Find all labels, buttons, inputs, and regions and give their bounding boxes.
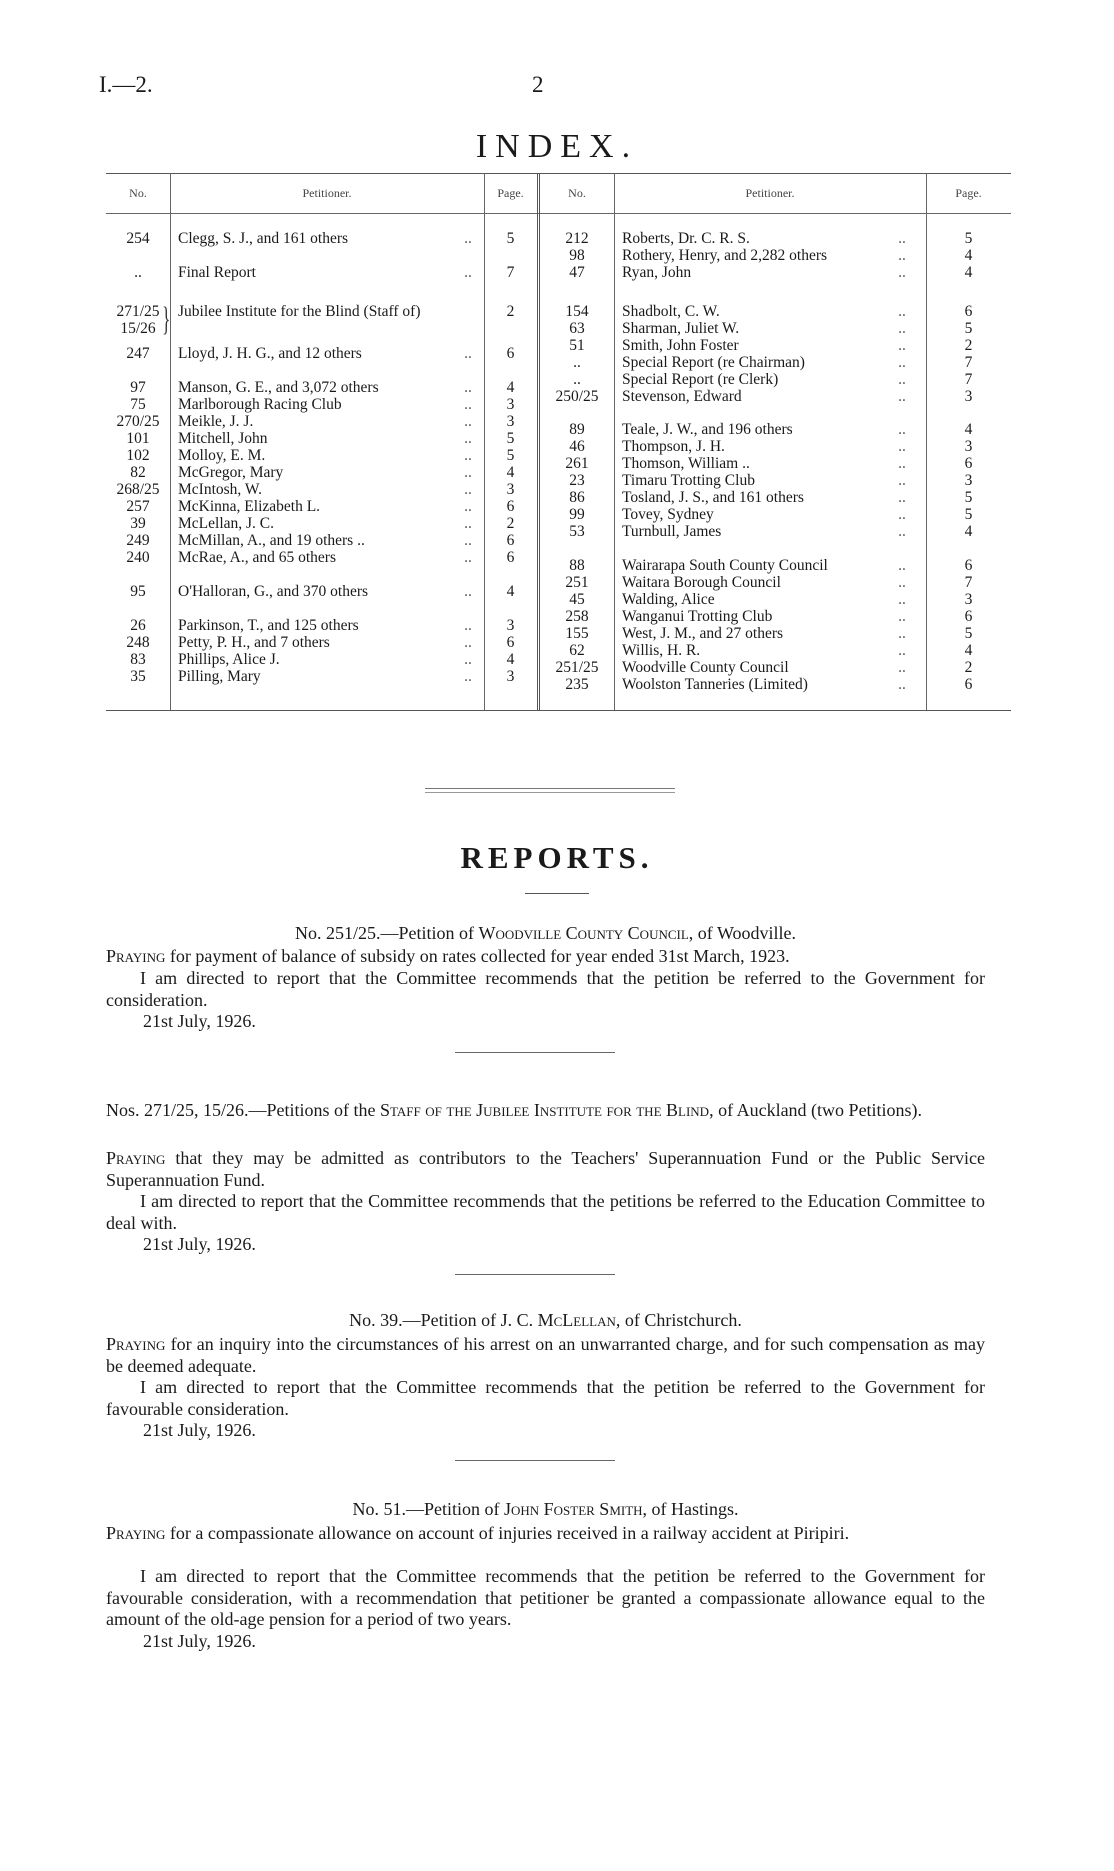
col-header-petitioner: Petitioner. [302,186,352,200]
index-entry-leader: .. [898,523,906,540]
report-date: 21st July, 1926. [143,1011,256,1031]
index-entry-page: 3 [506,617,515,634]
index-entry-page: 3 [964,591,973,608]
index-entry-leader: .. [464,430,472,447]
index-entry-petitioner: Pilling, Mary [178,668,261,685]
index-entry-petitioner [178,320,450,337]
index-entry-page: 3 [506,668,515,685]
index-entry-petitioner: Roberts, Dr. C. R. S. [622,230,750,247]
index-entry-number: 101 [126,430,150,447]
section-separator [425,792,675,793]
section-separator [425,788,675,789]
index-entry-leader: .. [464,532,472,549]
index-entry-page: 6 [964,557,973,574]
index-entry-number: 45 [569,591,585,608]
index-entry-leader: .. [898,506,906,523]
index-entry-number: 154 [565,303,589,320]
index-entry-page: 2 [506,303,515,320]
index-entry-page: 3 [964,438,973,455]
index-entry-leader: .. [464,651,472,668]
index-entry-leader [452,320,484,337]
index-entry-page: 6 [506,634,515,651]
index-entry-petitioner: Ryan, John [622,264,692,281]
index-entry-leader: .. [898,574,906,591]
index-entry-number: 270/25 [116,413,160,430]
index-entry-page: 5 [964,230,973,247]
index-entry-page: 3 [506,396,515,413]
index-entry-leader: .. [464,464,472,481]
index-entry-petitioner: Thomson, William .. [622,455,750,472]
index-entry-page: 5 [964,320,973,337]
report-praying: Praying for payment of balance of subsidy on rates collected for year ended 31st March, 1923. [106,946,790,966]
index-entry-leader: .. [898,303,906,320]
paper-reference: I.—2. [99,72,153,97]
index-entry-number: 62 [569,642,585,659]
index-entry-leader: .. [898,371,906,388]
report-date: 21st July, 1926. [143,1631,256,1651]
index-entry-petitioner: West, J. M., and 27 others [622,625,784,642]
index-entry-number: 155 [565,625,589,642]
index-entry-number: 250/25 [555,388,599,405]
index-entry-petitioner: Walding, Alice [622,591,715,608]
index-entry-number: 212 [565,230,589,247]
index-entry-number: 99 [569,506,585,523]
index-entry-page: 6 [506,498,515,515]
index-entry-page: 2 [506,515,515,532]
index-entry-number: 51 [569,337,585,354]
index-entry-number: 240 [126,549,150,566]
index-entry-number: 254 [126,230,150,247]
index-entry-leader: .. [898,557,906,574]
index-entry-petitioner: Smith, John Foster [622,337,739,354]
index-entry-number: 63 [569,320,585,337]
index-entry-page: 6 [506,549,515,566]
index-entry-petitioner: Turnbull, James [622,523,722,540]
index-entry-page [484,320,537,337]
index-entry-leader: .. [898,591,906,608]
index-entry-petitioner: Wairarapa South County Council [622,557,828,574]
index-entry-page: 4 [506,583,515,600]
index-entry-number: 26 [130,617,146,634]
index-entry-petitioner: Meikle, J. J. [178,413,254,430]
index-entry-number: 261 [565,455,589,472]
index-entry-petitioner: Timaru Trotting Club [622,472,755,489]
index-entry-leader: .. [898,264,906,281]
index-entry-leader: .. [898,421,906,438]
index-entry-leader: .. [898,642,906,659]
index-entry-petitioner: Marlborough Racing Club [178,396,342,413]
index-entry-leader: .. [464,668,472,685]
index-entry-petitioner: Special Report (re Clerk) [622,371,779,388]
reports-title-rule [525,893,589,894]
index-entry-leader: .. [898,388,906,405]
report-heading: No. 51.—Petition of John Foster Smith, of Hastings. [352,1499,739,1519]
report-text: I am directed to report that the Committee recommends that the petition be referred to the Government for favourable consideration. [106,1377,985,1419]
index-entry-number: 235 [565,676,589,693]
col-header-page: Page. [955,186,982,200]
index-entry-page: 6 [964,676,973,693]
report-text: I am directed to report that the Committee recommends that the petitions be referred to the Education Committee to deal with. [106,1191,985,1233]
index-entry-page: 7 [964,354,973,371]
index-entry-number: 258 [565,608,589,625]
report-separator [455,1460,615,1461]
index-entry-petitioner: Teale, J. W., and 196 others [622,421,793,438]
index-entry-page: 5 [964,625,973,642]
index-entry-petitioner: McKinna, Elizabeth L. [178,498,321,515]
index-entry-leader: .. [898,247,906,264]
index-entry-leader: .. [898,659,906,676]
index-entry-petitioner: McGregor, Mary [178,464,284,481]
report-praying: Praying for a compassionate allowance on account of injuries received in a railway accident at Piripiri. [106,1523,850,1543]
index-entry-petitioner: Wanganui Trotting Club [622,608,773,625]
index-entry-number: 89 [569,421,585,438]
index-entry-petitioner: Waitara Borough Council [622,574,781,591]
report-date: 21st July, 1926. [143,1420,256,1440]
index-entry-number: 268/25 [116,481,160,498]
index-entry-petitioner: McRae, A., and 65 others [178,549,336,566]
index-entry-leader: .. [898,455,906,472]
index-entry-page: 6 [506,532,515,549]
index-divider [614,173,615,710]
index-entry-leader: .. [464,447,472,464]
index-entry-leader: .. [464,549,472,566]
index-entry-leader: .. [464,379,472,396]
index-entry-page: 5 [964,506,973,523]
index-entry-petitioner: Tovey, Sydney [622,506,714,523]
index-entry-number: 95 [130,583,146,600]
index-entry-leader: .. [464,345,472,362]
index-entry-number: 86 [569,489,585,506]
index-entry-petitioner: Woodville County Council [622,659,789,676]
index-entry-number: 15/26 [120,320,156,337]
index-entry-leader: .. [898,489,906,506]
index-entry-petitioner: McLellan, J. C. [178,515,274,532]
index-entry-petitioner: O'Halloran, G., and 370 others [178,583,369,600]
index-entry-page: 2 [964,337,973,354]
index-entry-page: 3 [964,472,973,489]
index-entry-petitioner: Mitchell, John [178,430,268,447]
index-entry-number: 47 [569,264,585,281]
report-heading: No. 251/25.—Petition of Woodville County Council, of Woodville. [294,923,797,943]
index-entry-petitioner: Sharman, Juliet W. [622,320,740,337]
index-entry-page: 6 [964,455,973,472]
report-heading: Nos. 271/25, 15/26.—Petitions of the Staff of the Jubilee Institute for the Blind, of Auckland (two Petitions). [106,1100,923,1120]
index-entry-page: 4 [964,642,973,659]
index-entry-petitioner: Shadbolt, C. W. [622,303,720,320]
index-entry-petitioner: Woolston Tanneries (Limited) [622,676,808,693]
index-entry-number: 247 [126,345,150,362]
report-separator [455,1052,615,1053]
index-entry-page: 2 [964,659,973,676]
index-entry-number: 39 [130,515,146,532]
index-entry-leader [452,303,484,320]
index-entry-petitioner: Molloy, E. M. [178,447,266,464]
index-entry-page: 5 [506,447,515,464]
index-entry-leader: .. [898,676,906,693]
index-header-rule [106,213,1011,214]
index-entry-page: 5 [506,430,515,447]
index-entry-petitioner: Phillips, Alice J. [178,651,280,668]
index-entry-leader: .. [898,472,906,489]
index-entry-petitioner: Petty, P. H., and 7 others [178,634,330,651]
reports-title: REPORTS. [460,840,654,875]
index-entry-leader: .. [898,337,906,354]
index-entry-leader: .. [898,438,906,455]
col-header-no: No. [568,186,586,200]
index-entry-petitioner: Tosland, J. S., and 161 others [622,489,804,506]
index-entry-leader: .. [464,481,472,498]
index-entry-leader: .. [464,413,472,430]
index-entry-number: 83 [130,651,146,668]
index-entry-leader: .. [898,625,906,642]
index-entry-leader: .. [464,396,472,413]
report-text: I am directed to report that the Committee recommends that the petition be referred to the Government for consideration. [106,968,985,1010]
col-header-page: Page. [497,186,524,200]
index-entry-leader: .. [898,608,906,625]
index-entry-petitioner: Manson, G. E., and 3,072 others [178,379,379,396]
index-entry-number: 251 [565,574,589,591]
index-title: INDEX. [475,128,639,165]
entry-group-brace: } [162,301,171,338]
index-entry-petitioner: Final Report [178,264,256,281]
col-header-petitioner: Petitioner. [745,186,795,200]
report-heading: No. 39.—Petition of J. C. McLellan, of Christchurch. [349,1310,742,1330]
index-entry-number: 23 [569,472,585,489]
index-entry-leader: .. [464,230,472,247]
index-top-rule [106,173,1011,174]
index-entry-number: 248 [126,634,150,651]
index-entry-leader: .. [898,230,906,247]
index-divider [170,173,171,710]
index-entry-leader: .. [464,498,472,515]
index-entry-petitioner: Lloyd, J. H. G., and 12 others [178,345,362,362]
index-entry-page: 6 [964,608,973,625]
index-entry-number: 257 [126,498,150,515]
index-entry-leader: .. [464,264,472,281]
index-entry-number: 98 [569,247,585,264]
index-entry-petitioner: Clegg, S. J., and 161 others [178,230,349,247]
index-entry-number: 102 [126,447,150,464]
index-entry-leader: .. [464,583,472,600]
index-entry-number: 46 [569,438,585,455]
index-entry-leader: .. [464,634,472,651]
index-entry-number: .. [573,354,581,371]
index-entry-page: 7 [506,264,515,281]
index-entry-page: 5 [964,489,973,506]
index-entry-number: 251/25 [555,659,599,676]
index-entry-petitioner: Rothery, Henry, and 2,282 others [622,247,828,264]
index-entry-leader: .. [464,515,472,532]
index-entry-number: 88 [569,557,585,574]
index-entry-page: 7 [964,371,973,388]
index-entry-number: 97 [130,379,146,396]
index-entry-page: 3 [506,413,515,430]
index-entry-page: 4 [964,264,973,281]
index-entry-number: 35 [130,668,146,685]
index-entry-page: 3 [964,388,973,405]
index-entry-page: 4 [964,421,973,438]
index-entry-page: 3 [506,481,515,498]
index-entry-petitioner: Jubilee Institute for the Blind (Staff of) [178,303,421,320]
index-entry-page: 4 [506,651,515,668]
index-entry-petitioner: McIntosh, W. [178,481,262,498]
report-text: I am directed to report that the Committee recommends that the petition be referred to the Government for favourable consideration, with a recommendation that petitioner be granted a compassionate allowance equal to the amount of the old-age pension for a period of two years. [106,1566,985,1629]
index-entry-page: 6 [964,303,973,320]
page-number: 2 [532,72,544,97]
index-entry-number: 82 [130,464,146,481]
index-entry-page: 4 [964,247,973,264]
index-entry-leader: .. [898,354,906,371]
index-entry-page: 7 [964,574,973,591]
index-entry-petitioner: McMillan, A., and 19 others .. [178,532,365,549]
index-entry-petitioner: Special Report (re Chairman) [622,354,805,371]
index-entry-petitioner: Parkinson, T., and 125 others [178,617,359,634]
report-praying: Praying that they may be admitted as contributors to the Teachers' Superannuation Fund or the Public Service Superannuation Fund. [106,1148,985,1190]
index-entry-page: 4 [506,464,515,481]
index-entry-page: 5 [506,230,515,247]
index-entry-petitioner: Stevenson, Edward [622,388,742,405]
report-separator [455,1274,615,1275]
index-bottom-rule [106,710,1011,711]
col-header-no: No. [129,186,147,200]
index-entry-leader: .. [898,320,906,337]
index-entry-page: 6 [506,345,515,362]
index-entry-number: .. [134,264,142,281]
index-entry-number: 249 [126,532,150,549]
index-entry-page: 4 [964,523,973,540]
index-entry-number: 271/25 [116,303,160,320]
index-entry-number: 75 [130,396,146,413]
index-entry-petitioner: Thompson, J. H. [622,438,725,455]
index-entry-number: 53 [569,523,585,540]
index-entry-page: 4 [506,379,515,396]
index-entry-number: .. [573,371,581,388]
index-entry-leader: .. [464,617,472,634]
index-entry-petitioner: Willis, H. R. [622,642,701,659]
report-date: 21st July, 1926. [143,1234,256,1254]
report-praying: Praying for an inquiry into the circumstances of his arrest on an unwarranted charge, and for such compensation as may be deemed adequate. [106,1334,985,1376]
